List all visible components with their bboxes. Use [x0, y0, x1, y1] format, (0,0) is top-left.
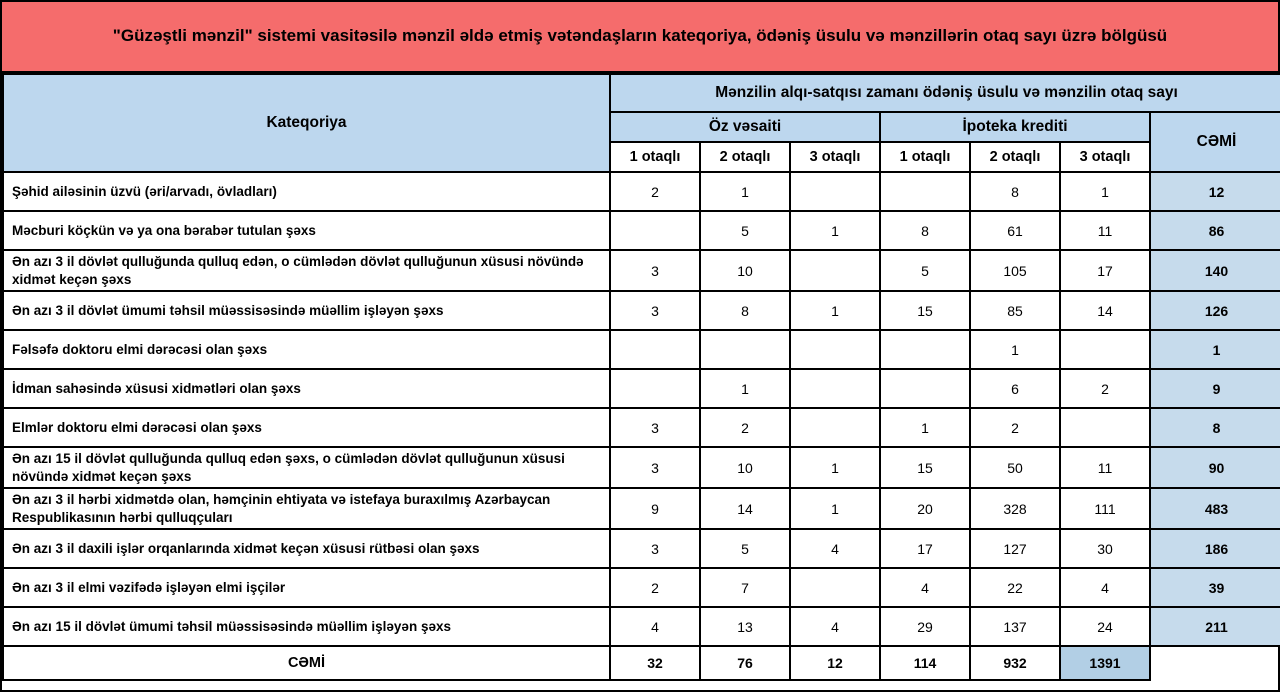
- value-cell: 8: [700, 291, 790, 330]
- table-row: [3, 607, 1280, 646]
- table-row: [3, 250, 1280, 291]
- value-cell: 11: [1060, 447, 1150, 488]
- value-cell: 3: [610, 250, 700, 291]
- row-total-cell: 86: [1150, 211, 1280, 250]
- room-header-own-1: 1 otaqlı: [610, 142, 700, 172]
- row-total-cell: 39: [1150, 568, 1280, 607]
- table-row: [3, 330, 1280, 369]
- table-body: [3, 172, 1280, 646]
- room-header-mortgage-1: 1 otaqlı: [880, 142, 970, 172]
- footer-value-cell: 932: [970, 646, 1060, 680]
- table-row: [3, 172, 1280, 211]
- category-cell: Ən azı 15 il dövlət ümumi təhsil müəssisəsində müəllim işləyən şəxs: [3, 607, 610, 646]
- footer-value-cell: 114: [880, 646, 970, 680]
- table-row: [3, 568, 1280, 607]
- room-header-own-2: 2 otaqlı: [700, 142, 790, 172]
- value-cell: 3: [610, 447, 700, 488]
- value-cell: 1: [790, 447, 880, 488]
- value-cell: 29: [880, 607, 970, 646]
- value-cell: 30: [1060, 529, 1150, 568]
- column-header-payment-method: Mənzilin alqı-satqısı zamanı ödəniş üsulu və mənzilin otaq sayı: [610, 74, 1280, 112]
- value-cell: 137: [970, 607, 1060, 646]
- value-cell: 9: [610, 488, 700, 529]
- value-cell: 4: [1060, 568, 1150, 607]
- row-total-cell: 186: [1150, 529, 1280, 568]
- value-cell: 328: [970, 488, 1060, 529]
- row-total-cell: 126: [1150, 291, 1280, 330]
- value-cell: 85: [970, 291, 1060, 330]
- row-total-cell: 8: [1150, 408, 1280, 447]
- value-cell: 1: [700, 369, 790, 408]
- housing-statistics-table: [2, 73, 1280, 681]
- value-cell: 15: [880, 447, 970, 488]
- category-cell: Ən azı 15 il dövlət qulluğunda qulluq edən şəxs, o cümlədən dövlət qulluğunun xüsusi növündə xidmət keçən şəxs: [3, 447, 610, 488]
- report-title: "Güzəştli mənzil" sistemi vasitəsilə mənzil əldə etmiş vətəndaşların kateqoriya, ödəniş üsulu və mənzillərin otaq sayı üzrə bölgüsü: [2, 2, 1278, 73]
- category-cell: Məcburi köçkün və ya ona bərabər tutulan şəxs: [3, 211, 610, 250]
- value-cell: 4: [790, 607, 880, 646]
- value-cell: 8: [880, 211, 970, 250]
- row-total-cell: 12: [1150, 172, 1280, 211]
- value-cell: 6: [970, 369, 1060, 408]
- value-cell: 1: [790, 291, 880, 330]
- value-cell: 8: [970, 172, 1060, 211]
- value-cell: 4: [610, 607, 700, 646]
- value-cell: [880, 369, 970, 408]
- value-cell: [790, 408, 880, 447]
- value-cell: 5: [880, 250, 970, 291]
- value-cell: 111: [1060, 488, 1150, 529]
- footer-label: CƏMİ: [3, 646, 610, 680]
- table-row: [3, 488, 1280, 529]
- value-cell: [700, 330, 790, 369]
- value-cell: 17: [880, 529, 970, 568]
- row-total-cell: 90: [1150, 447, 1280, 488]
- value-cell: [1060, 330, 1150, 369]
- value-cell: 5: [700, 211, 790, 250]
- value-cell: [610, 211, 700, 250]
- value-cell: 1: [790, 211, 880, 250]
- value-cell: 2: [610, 568, 700, 607]
- value-cell: 13: [700, 607, 790, 646]
- value-cell: 4: [790, 529, 880, 568]
- footer-value-cell: 76: [700, 646, 790, 680]
- value-cell: [1060, 408, 1150, 447]
- room-header-mortgage-2: 2 otaqlı: [970, 142, 1060, 172]
- table-row: [3, 529, 1280, 568]
- row-total-cell: 140: [1150, 250, 1280, 291]
- value-cell: 2: [970, 408, 1060, 447]
- value-cell: 2: [1060, 369, 1150, 408]
- table-row: [3, 408, 1280, 447]
- table-row: [3, 291, 1280, 330]
- column-header-cemi: CƏMİ: [1150, 112, 1280, 172]
- column-header-kateqoriya: Kateqoriya: [3, 74, 610, 172]
- value-cell: 22: [970, 568, 1060, 607]
- value-cell: 5: [700, 529, 790, 568]
- value-cell: 10: [700, 250, 790, 291]
- value-cell: [790, 172, 880, 211]
- row-total-cell: 9: [1150, 369, 1280, 408]
- row-total-cell: 483: [1150, 488, 1280, 529]
- value-cell: 3: [610, 408, 700, 447]
- value-cell: 105: [970, 250, 1060, 291]
- value-cell: [610, 330, 700, 369]
- value-cell: 15: [880, 291, 970, 330]
- footer-value-cell: 12: [790, 646, 880, 680]
- category-cell: Elmlər doktoru elmi dərəcəsi olan şəxs: [3, 408, 610, 447]
- category-cell: Ən azı 3 il hərbi xidmətdə olan, həmçinin ehtiyata və istefaya buraxılmış Azərbaycan Respublikasının hərbi qulluqçuları: [3, 488, 610, 529]
- value-cell: 50: [970, 447, 1060, 488]
- room-header-mortgage-3: 3 otaqlı: [1060, 142, 1150, 172]
- category-cell: Ən azı 3 il dövlət ümumi təhsil müəssisəsində müəllim işləyən şəxs: [3, 291, 610, 330]
- table-row: [3, 211, 1280, 250]
- value-cell: 17: [1060, 250, 1150, 291]
- value-cell: 24: [1060, 607, 1150, 646]
- value-cell: 7: [700, 568, 790, 607]
- value-cell: 1: [970, 330, 1060, 369]
- value-cell: 10: [700, 447, 790, 488]
- category-cell: Şəhid ailəsinin üzvü (əri/arvadı, övladları): [3, 172, 610, 211]
- value-cell: 1: [700, 172, 790, 211]
- value-cell: 11: [1060, 211, 1150, 250]
- value-cell: [790, 330, 880, 369]
- value-cell: 127: [970, 529, 1060, 568]
- row-total-cell: 1: [1150, 330, 1280, 369]
- value-cell: [790, 250, 880, 291]
- category-cell: Ən azı 3 il dövlət qulluğunda qulluq edən, o cümlədən dövlət qulluğunun xüsusi növündə xidmət keçən şəxs: [3, 250, 610, 291]
- value-cell: [790, 568, 880, 607]
- value-cell: 2: [610, 172, 700, 211]
- value-cell: 1: [1060, 172, 1150, 211]
- row-total-cell: 211: [1150, 607, 1280, 646]
- table-row: [3, 447, 1280, 488]
- category-cell: Fəlsəfə doktoru elmi dərəcəsi olan şəxs: [3, 330, 610, 369]
- value-cell: 1: [790, 488, 880, 529]
- value-cell: 20: [880, 488, 970, 529]
- table-footer: [3, 646, 1280, 680]
- value-cell: [880, 330, 970, 369]
- value-cell: 4: [880, 568, 970, 607]
- value-cell: 61: [970, 211, 1060, 250]
- value-cell: 3: [610, 529, 700, 568]
- group-header-mortgage-credit: İpoteka krediti: [880, 112, 1150, 142]
- category-cell: Ən azı 3 il elmi vəzifədə işləyən elmi işçilər: [3, 568, 610, 607]
- value-cell: 14: [700, 488, 790, 529]
- category-cell: İdman sahəsində xüsusi xidmətləri olan şəxs: [3, 369, 610, 408]
- table-header: [3, 74, 1280, 172]
- category-cell: Ən azı 3 il daxili işlər orqanlarında xidmət keçən xüsusi rütbəsi olan şəxs: [3, 529, 610, 568]
- room-header-own-3: 3 otaqlı: [790, 142, 880, 172]
- footer-value-cell: 32: [610, 646, 700, 680]
- value-cell: [790, 369, 880, 408]
- group-header-own-funds: Öz vəsaiti: [610, 112, 880, 142]
- value-cell: [880, 172, 970, 211]
- table-row: [3, 369, 1280, 408]
- value-cell: 3: [610, 291, 700, 330]
- footer-grand-total: 1391: [1060, 646, 1150, 680]
- value-cell: [610, 369, 700, 408]
- header-row-top: [3, 74, 1280, 112]
- value-cell: 2: [700, 408, 790, 447]
- footer-row: [3, 646, 1280, 680]
- value-cell: 1: [880, 408, 970, 447]
- value-cell: 14: [1060, 291, 1150, 330]
